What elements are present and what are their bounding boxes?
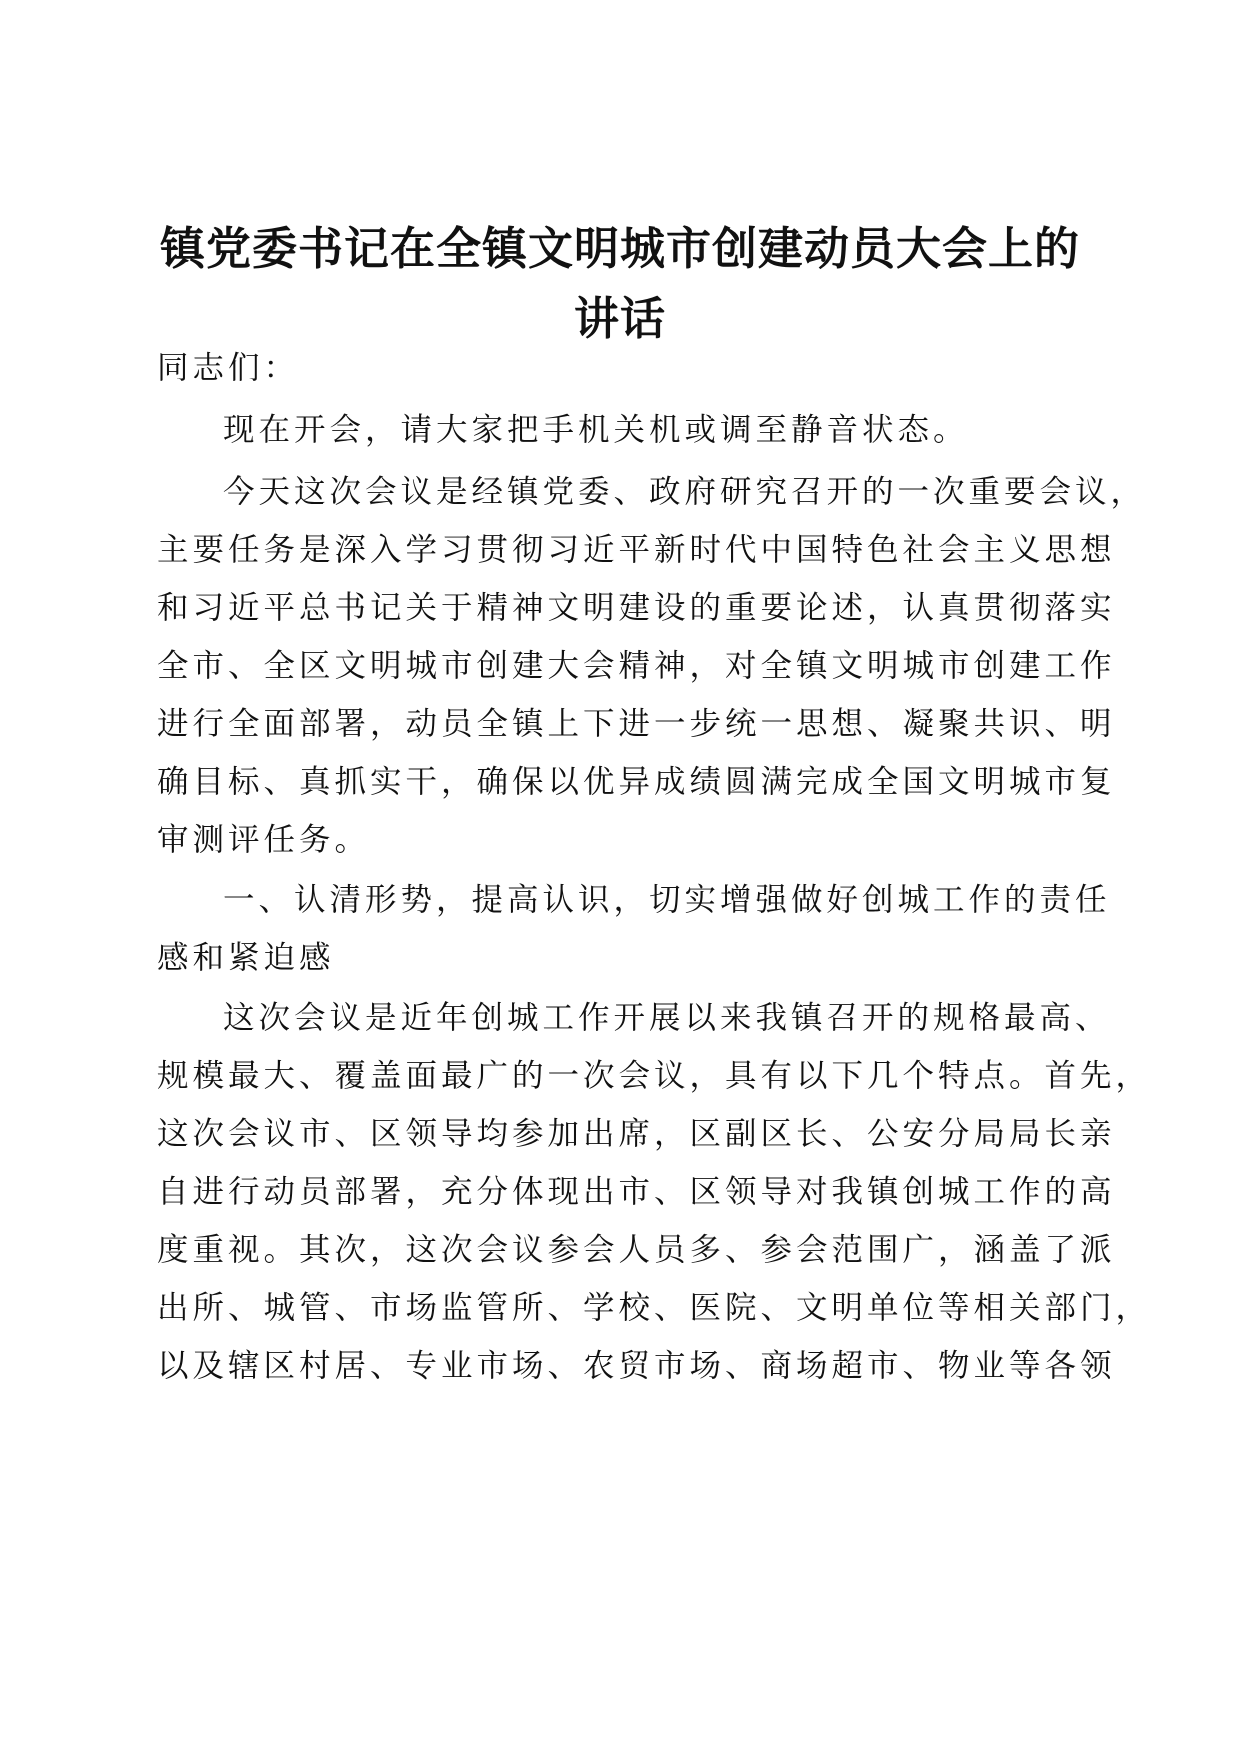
paragraph-meeting-line: 自进行动员部署，充分体现出市、区领导对我镇创城工作的高 <box>157 1174 1116 1210</box>
paragraph-purpose-line: 和习近平总书记关于精神文明建设的重要论述，认真贯彻落实 <box>157 590 1116 626</box>
paragraph-purpose-line: 确目标、真抓实干，确保以优异成绩圆满完成全国文明城市复 <box>157 764 1116 800</box>
paragraph-purpose-line: 主要任务是深入学习贯彻习近平新时代中国特色社会主义思想 <box>157 532 1116 568</box>
section-heading-line: 感和紧迫感 <box>157 940 335 976</box>
paragraph-meeting-line: 这次会议市、区领导均参加出席，区副区长、公安分局局长亲 <box>157 1116 1116 1152</box>
paragraph-meeting-line: 规模最大、覆盖面最广的一次会议，具有以下几个特点。首先， <box>157 1058 1152 1094</box>
document-title-line-1: 镇党委书记在全镇文明城市创建动员大会上的 <box>159 222 1080 275</box>
paragraph-purpose-line: 今天这次会议是经镇党委、政府研究召开的一次重要会议， <box>223 474 1147 510</box>
paragraph-meeting-line: 度重视。其次，这次会议参会人员多、参会范围广，涵盖了派 <box>157 1232 1116 1268</box>
section-heading-line: 一、认清形势，提高认识，切实增强做好创城工作的责任 <box>223 882 1111 918</box>
paragraph-purpose-line: 全市、全区文明城市创建大会精神，对全镇文明城市创建工作 <box>157 648 1116 684</box>
paragraph-opening: 现在开会，请大家把手机关机或调至静音状态。 <box>223 412 969 448</box>
document-title-line-2: 讲话 <box>573 292 666 345</box>
paragraph-purpose-line: 进行全面部署，动员全镇上下进一步统一思想、凝聚共识、明 <box>157 706 1116 742</box>
paragraph-meeting-line: 以及辖区村居、专业市场、农贸市场、商场超市、物业等各领 <box>157 1348 1116 1384</box>
paragraph-meeting-line: 这次会议是近年创城工作开展以来我镇召开的规格最高、 <box>223 1000 1111 1036</box>
paragraph-meeting-line: 出所、城管、市场监管所、学校、医院、文明单位等相关部门， <box>157 1290 1152 1326</box>
salutation: 同志们： <box>157 350 300 386</box>
paragraph-purpose-line: 审测评任务。 <box>157 822 371 858</box>
